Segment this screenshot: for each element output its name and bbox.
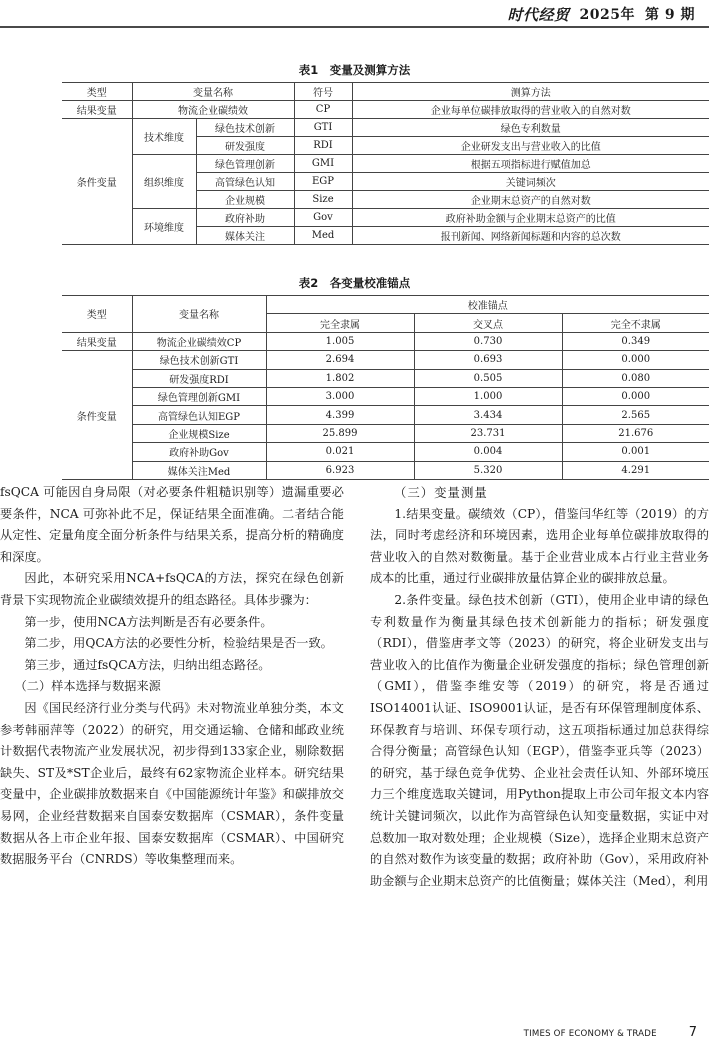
t1-outcome-type: 结果变量 [62, 101, 132, 119]
t2-row-name: 绿色技术创新GTI [132, 351, 266, 369]
table-row [62, 332, 709, 350]
t1-dim-env: 环境维度 [132, 209, 196, 245]
t1-row-name: 研发强度 [196, 137, 294, 155]
table1 [62, 82, 709, 245]
t2-row-cross: 1.000 [414, 387, 562, 405]
right-paragraph: 1.结果变量。碳绩效（CP），借鉴闫华红等（2019）的方法，同时考虑经济和环境因素，选用企业每单位碳排放取得的营业收入的自然对数衡量。基于企业营业成本占行业主营业务成本的比重，通过行业碳排放量估算企业的碳排放总量。 [370, 506, 709, 586]
t2-row-full: 4.399 [266, 406, 414, 424]
t1-row-method: 根据五项指标进行赋值加总 [352, 155, 709, 173]
right-column [370, 482, 709, 892]
t1-header-type: 类型 [62, 83, 132, 101]
t2-row-cross: 5.320 [414, 461, 562, 479]
table2 [62, 295, 709, 480]
t2-outcome-name: 物流企业碳绩效CP [132, 332, 266, 350]
section-heading: （二）样本选择与数据来源 [14, 679, 161, 694]
page-number: 7 [688, 1025, 697, 1040]
table-row [62, 209, 709, 227]
t2-row-name: 政府补助Gov [132, 443, 266, 461]
t2-outcome-non: 0.349 [562, 332, 709, 350]
t1-row-name: 绿色技术创新 [196, 119, 294, 137]
t1-row-symbol: Gov [294, 209, 352, 227]
t2-header-type: 类型 [62, 296, 132, 333]
table-row [62, 443, 709, 461]
section-heading: （三）变量测量 [394, 485, 488, 500]
t2-row-name: 绿色管理创新GMI [132, 387, 266, 405]
table-row [62, 387, 709, 405]
table2-title: 表2 各变量校准锚点 [298, 276, 411, 290]
t2-row-full: 1.802 [266, 369, 414, 387]
t1-outcome-name: 物流企业碳绩效 [132, 101, 294, 119]
table-row [62, 351, 709, 369]
t1-row-name: 媒体关注 [196, 227, 294, 245]
header-rule [0, 26, 709, 28]
t2-row-cross: 0.004 [414, 443, 562, 461]
t1-row-symbol: GMI [294, 155, 352, 173]
t1-dim-org: 组织维度 [132, 155, 196, 209]
t1-row-method: 政府补助金额与企业期末总资产的比值 [352, 209, 709, 227]
t2-outcome-type: 结果变量 [62, 332, 132, 350]
table-row [62, 424, 709, 442]
t1-outcome-method: 企业每单位碳排放取得的营业收入的自然对数 [352, 101, 709, 119]
table-row [62, 119, 709, 137]
t1-row-symbol: RDI [294, 137, 352, 155]
t1-row-method: 关键词频次 [352, 173, 709, 191]
t2-row-non: 2.565 [562, 406, 709, 424]
left-paragraph: 第三步，通过fsQCA方法，归纳出组态路径。 [24, 657, 271, 672]
left-paragraph: 第二步，用QCA方法的必要性分析，检验结果是否一致。 [24, 636, 333, 651]
t2-row-cross: 0.693 [414, 351, 562, 369]
t2-row-full: 25.899 [266, 424, 414, 442]
t1-header-symbol: 符号 [294, 83, 352, 101]
header-issue: 第 9 期 [645, 7, 695, 23]
t1-header-method: 测算方法 [352, 83, 709, 101]
t1-outcome-symbol: CP [294, 101, 352, 119]
t2-row-name: 企业规模Size [132, 424, 266, 442]
left-paragraph: fsQCA 可能因自身局限（对必要条件粗糙识别等）遗漏重要必要条件，NCA 可弥补此不足，保证结果全面准确。二者结合能从定性、定量角度全面分析条件与结果关系，提高分析的精确度和深度。 [0, 485, 344, 564]
t1-row-name: 政府补助 [196, 209, 294, 227]
t2-row-full: 0.021 [266, 443, 414, 461]
t2-header-full: 完全隶属 [266, 314, 414, 332]
t2-row-cross: 0.505 [414, 369, 562, 387]
table-row [62, 406, 709, 424]
t1-row-symbol: EGP [294, 173, 352, 191]
t2-row-non: 0.080 [562, 369, 709, 387]
running-header [508, 4, 695, 24]
left-column [0, 482, 344, 871]
t2-row-full: 3.000 [266, 387, 414, 405]
table1-header-row [62, 83, 709, 101]
table1-title: 表1 变量及测算方法 [298, 63, 411, 77]
t1-row-name: 高管绿色认知 [196, 173, 294, 191]
table2-header-row [62, 296, 709, 314]
left-paragraph: 因《国民经济行业分类与代码》未对物流业单独分类，本文参考韩丽萍等（2022）的研究，用交通运输、仓储和邮政业统计数据代表物流产业发展状况，初步得到133家企业，剔除数据缺失、ST及*ST企业后，最终有62家物流企业样本。研究结果变量中，企业碳排放数据来自《中国能源统计年鉴》和碳排放交易网，企业经营数据来自国泰安数据库（CSMAR），条件变量数据从各上市企业年报、国泰安数据库（CSMAR）、中国研究数据服务平台（CNRDS）等收集整理而来。 [0, 700, 344, 867]
t1-header-name: 变量名称 [132, 83, 294, 101]
t1-row-method: 企业研发支出与营业收入的比值 [352, 137, 709, 155]
t1-row-symbol: Size [294, 191, 352, 209]
header-year: 2025年 [579, 7, 635, 23]
t2-header-name: 变量名称 [132, 296, 266, 333]
t2-row-non: 4.291 [562, 461, 709, 479]
journal-name: 时代经贸 [507, 5, 570, 24]
t2-row-full: 6.923 [266, 461, 414, 479]
left-paragraph: 第一步，使用NCA方法判断是否有必要条件。 [24, 614, 273, 629]
t1-row-symbol: Med [294, 227, 352, 245]
left-paragraph: 因此，本研究采用NCA+fsQCA的方法，探究在绿色创新背景下实现物流企业碳绩效提升的组态路径。具体步骤为： [0, 571, 344, 607]
t2-header-anchor: 校准锚点 [266, 296, 709, 314]
t1-condition-type: 条件变量 [62, 119, 132, 245]
right-paragraph: 2.条件变量。绿色技术创新（GTI），使用企业申请的绿色专利数量作为衡量其绿色技术创新能力的指标；研发强度（RDI），借鉴唐孝文等（2023）的研究，将企业研发支出与营业收入的比值作为衡量企业研发强度的指标；绿色管理创新（GMI），借鉴李维安等（2019）的研究，将是否通过ISO14001认证、ISO9001认证，是否有环保管理制度体系、环保教育与培训、环保专项行动，这五项指标通过加总获得综合得分衡量；高管绿色认知（EGP），借鉴李亚兵等（2023）的研究，基于绿色竞争优势、企业社会责任认知、外部环境压力三个维度选取关键词，用Python提取上市公司年报文本内容统计关键词频次，以此作为高管绿色认知变量数据，实证中对总数加一取对数处理；企业规模（Size），选择企业期末总资产的自然对数作为该变量的数据；政府补助（Gov），采用政府补助金额与企业期末总资产的比值衡量；媒体关注（Med），利用 [370, 592, 709, 888]
t2-header-non: 完全不隶属 [562, 314, 709, 332]
table-row [62, 101, 709, 119]
t2-header-cross: 交叉点 [414, 314, 562, 332]
t2-row-cross: 3.434 [414, 406, 562, 424]
t1-row-method: 报刊新闻、网络新闻标题和内容的总次数 [352, 227, 709, 245]
t2-row-name: 研发强度RDI [132, 369, 266, 387]
t1-row-symbol: GTI [294, 119, 352, 137]
table-row [62, 461, 709, 479]
t2-row-full: 2.694 [266, 351, 414, 369]
t2-row-name: 媒体关注Med [132, 461, 266, 479]
t2-outcome-full: 1.005 [266, 332, 414, 350]
page-footer [524, 1025, 697, 1040]
t2-row-non: 21.676 [562, 424, 709, 442]
footer-journal-english: TIMES OF ECONOMY & TRADE [523, 1029, 657, 1039]
t2-row-name: 高管绿色认知EGP [132, 406, 266, 424]
t2-condition-type: 条件变量 [62, 351, 132, 480]
t2-row-non: 0.000 [562, 387, 709, 405]
t1-row-method: 企业期末总资产的自然对数 [352, 191, 709, 209]
t2-row-non: 0.001 [562, 443, 709, 461]
t2-row-cross: 23.731 [414, 424, 562, 442]
t2-row-non: 0.000 [562, 351, 709, 369]
t1-row-method: 绿色专利数量 [352, 119, 709, 137]
table-row [62, 369, 709, 387]
t2-outcome-cross: 0.730 [414, 332, 562, 350]
t1-row-name: 企业规模 [196, 191, 294, 209]
t1-dim-tech: 技术维度 [132, 119, 196, 155]
t1-row-name: 绿色管理创新 [196, 155, 294, 173]
table-row [62, 155, 709, 173]
